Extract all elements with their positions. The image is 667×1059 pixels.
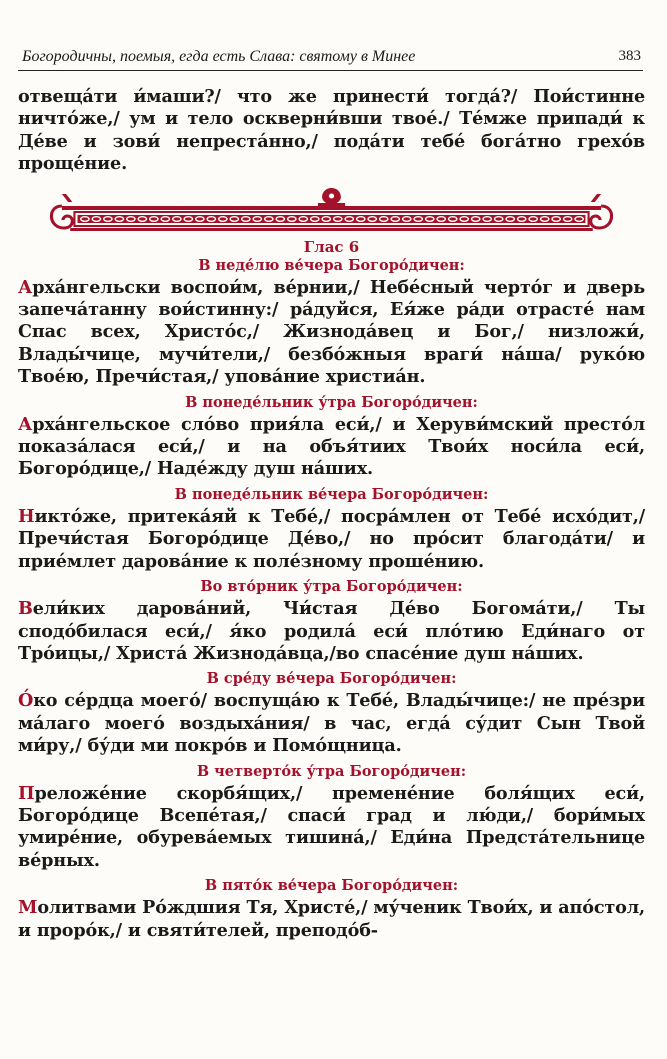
section-body: икто́же, притека́яй к Тебе́,/ посра́млен от Тебе́ исхо́дит,/ Пречи́стая Богоро́дице Де́во,/ но про́сит благода́ти/ и прие́млет дарова́ние к поле́зному проше́нию. [18, 505, 645, 572]
section-text [18, 506, 645, 573]
section-heading: Во вто́рник у́тра Богоро́дичен: [200, 578, 463, 596]
drop-initial: В [18, 598, 33, 620]
section-text [18, 897, 645, 942]
running-title: Богородичны, поемыя, егда есть Слава: святому в Минее [22, 48, 416, 65]
drop-initial: Н [18, 505, 35, 527]
section-heading: В понеде́льник ве́чера Богоро́дичен: [174, 485, 489, 503]
theotokion-list [18, 256, 645, 942]
drop-initial: П [18, 782, 35, 804]
page-body [18, 86, 645, 942]
section-heading: В сре́ду ве́чера Богоро́дичен: [206, 670, 457, 688]
section-text [18, 690, 645, 757]
tone-heading: Глас 6 [303, 237, 360, 256]
drop-initial: А [18, 276, 33, 298]
page-number: 383 [618, 48, 641, 64]
section-heading: В четверто́к у́тра Богоро́дичен: [196, 762, 467, 780]
section-text [18, 598, 645, 665]
running-header [18, 44, 643, 71]
section-body: реложе́ние скорбя́щих,/ премене́ние боля́щих еси́, Богоро́дице Всепе́тая,/ спаси́ град и лю́ди,/ бори́мых умире́ние, обурева́емых тишина́,/ Еди́на Предста́тельнице ве́рных. [18, 782, 645, 871]
section-body: рха́нгельское сло́во прия́ла еси́,/ и Херуви́мский престо́л показа́лася еси́,/ и на объя́тиих Твои́х носи́ла еси́, Богоро́дице,/ Наде́жду душ на́ших. [18, 413, 645, 480]
section-text [18, 414, 645, 481]
opening-paragraph: отвеща́ти и́маши?/ что же принести́ тогда́?/ Пои́стинне ничто́же,/ ум и тело оскверни́вши твое́./ Те́мже припади́ к Де́ве и зови́ непреста́нно,/ пода́ти тебе́ бога́тно грехо́в проще́ние. [18, 86, 645, 175]
section-body: ели́ких дарова́ний, Чи́стая Де́во Богома́ти,/ Ты сподо́билася еси́,/ я́ко родила́ еси́ пло́тию Еди́наго от Тро́ицы,/ Христа́ Жизнода́вца,/во спасе́ние душ на́ших. [18, 598, 645, 664]
drop-initial: О́ [18, 690, 34, 712]
section-text [18, 783, 645, 873]
section-body: олитвами Ро́ждшия Тя, Христе́,/ му́ченик Твои́х, и апо́стол, и проро́к,/ и святи́телей, преподо́б- [18, 897, 645, 941]
section-body: ко се́рдца моего́/ воспуща́ю к Тебе́, Влады́чице:/ не пре́зри ма́лаго моего́ воздыха́ния/ в час, егда́ су́дит Сын Твой ми́ру,/ бу́ди ми покро́в и Помо́щница. [18, 690, 645, 757]
headpiece-ornament [18, 184, 645, 236]
section-body: рха́нгельски воспои́м, ве́рнии,/ Небе́сный черто́г и дверь запеча́танну вои́стинну:/ ра́дуйся, Ея́же ра́ди отрасте́ нам Спас всех, Христо́с,/ Жизнода́вец и Бог,/ низложи́, Влады́чице, мучи́тели,/ безбо́жныя враги́ на́ша/ руко́ю Твое́ю, Пречи́стая,/ упова́ние христиа́н. [18, 276, 645, 388]
section-heading: В пято́к ве́чера Богоро́дичен: [204, 877, 459, 895]
drop-initial: М [18, 897, 38, 919]
section-heading: В понеде́льник у́тра Богоро́дичен: [185, 393, 478, 411]
drop-initial: А [18, 413, 33, 435]
section-heading: В неде́лю ве́чера Богоро́дичен: [198, 256, 465, 274]
section-text [18, 277, 645, 389]
